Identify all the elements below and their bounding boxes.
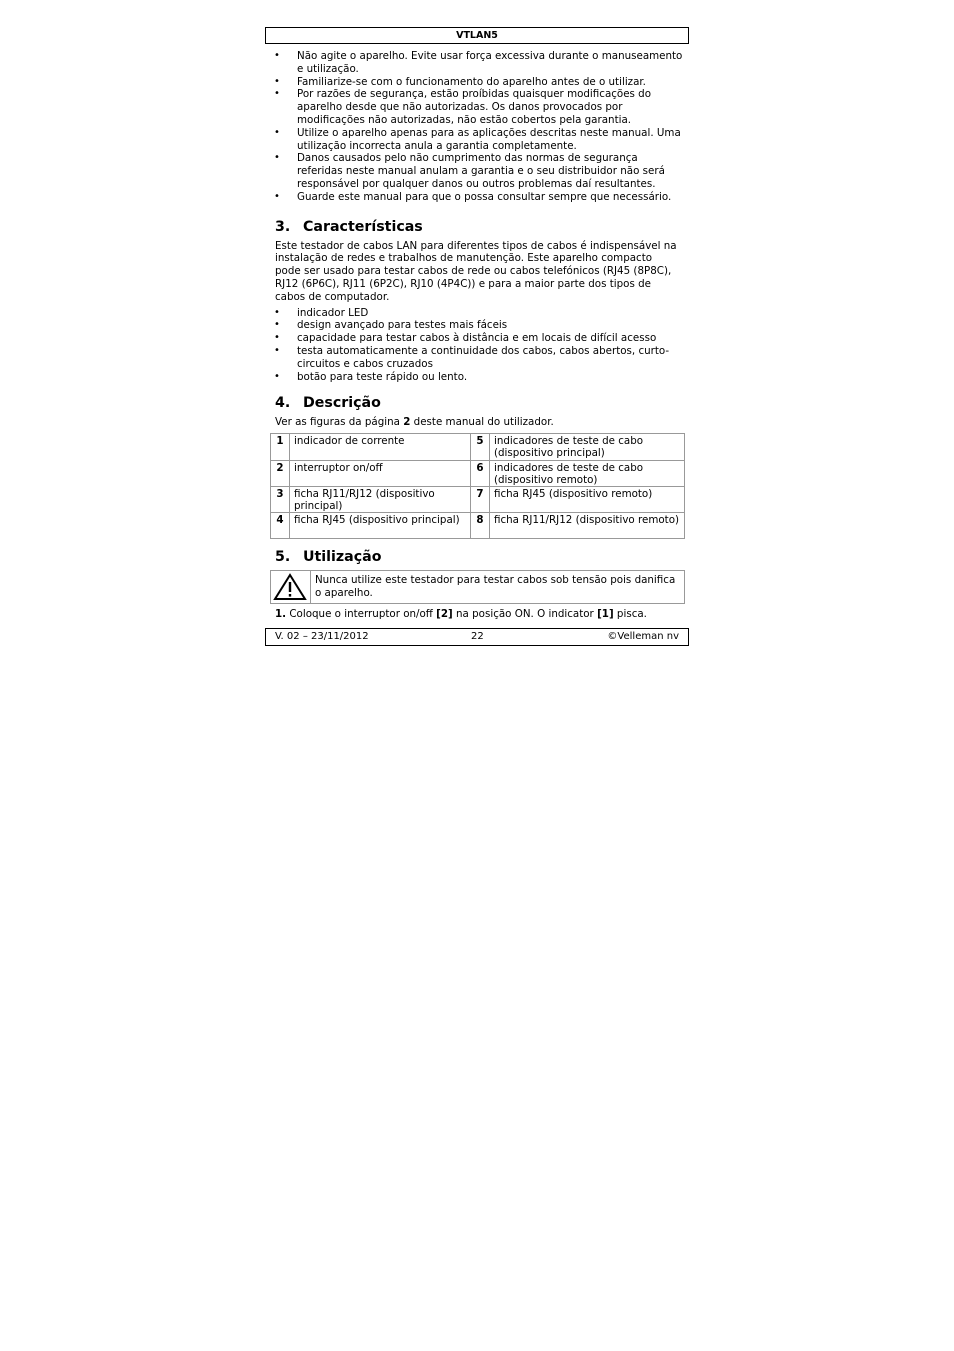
- list-item: • Familiarize-se com o funcionamento do aparelho antes de o utilizar.: [274, 75, 646, 88]
- description-table: [270, 433, 685, 539]
- page-footer: [265, 628, 689, 646]
- section-3-intro: Este testador de cabos LAN para diferentes tipos de cabos é indispensável na instalação de redes e trabalhos de manutenção. Este aparelho compacto pode ser usado para testar cabos de rede ou cabos telefónicos (RJ45 (8P8C), RJ12 (6P6C), RJ11 (6P2C), RJ10 (4P4C)) e para a maior parte dos tipos de cabos de computador.: [275, 239, 677, 303]
- warning-text: Nunca utilize este testador para testar cabos sob tensão pois danifica o aparelho.: [314, 574, 676, 600]
- list-item: • Por razões de segurança, estão proíbidas quaisquer modificações do aparelho desde que não autorizadas. Os danos provocados por modificações não autorizadas, não estão cobertos pela garantia.: [274, 88, 652, 126]
- list-item: • testa automaticamente a continuidade dos cabos, cabos abertos, curto-circuitos e cabos cruzados: [274, 344, 670, 370]
- bullet-icon: •: [274, 319, 280, 331]
- manual-page: [265, 27, 689, 621]
- footer-version: V. 02 – 23/11/2012: [275, 631, 369, 642]
- bullet-icon: •: [274, 75, 280, 87]
- list-item: • Danos causados pelo não cumprimento das normas de segurança referidas neste manual anulam a garantia e o seu distribuidor não será responsável por qualquer danos ou outros problemas daí resultantes.: [274, 152, 665, 190]
- step-1: 1. Coloque o interruptor on/off [2] na posição ON. O indicator [1] pisca.: [275, 608, 647, 621]
- bullet-icon: •: [274, 332, 280, 344]
- list-item: • capacidade para testar cabos à distância e em locais de difícil acesso: [274, 332, 657, 345]
- list-item: • Utilize o aparelho apenas para as aplicações descritas neste manual. Uma utilização incorrecta anula a garantia completamente.: [274, 126, 681, 152]
- list-item: • Não agite o aparelho. Evite usar força excessiva durante o manuseamento e utilização.: [274, 50, 683, 75]
- bullet-icon: •: [274, 88, 280, 100]
- bullet-icon: •: [274, 344, 280, 356]
- features-list: [265, 307, 689, 384]
- table-row: 4 ficha RJ45 (dispositivo principal) 8 ficha RJ11/RJ12 (dispositivo remoto): [271, 513, 685, 539]
- bullet-icon: •: [274, 190, 280, 202]
- warning-box: [270, 570, 685, 604]
- bullet-icon: •: [274, 370, 280, 382]
- footer-copyright: ©Velleman nv: [607, 631, 679, 642]
- safety-bullet-list: [265, 50, 689, 204]
- bullet-icon: •: [274, 306, 280, 318]
- section-4-heading: 4. Descrição: [275, 395, 381, 412]
- header-title: VTLAN5: [456, 30, 498, 41]
- warning-triangle-icon: [271, 571, 311, 603]
- list-item: • botão para teste rápido ou lento.: [274, 370, 468, 383]
- section-3-heading: 3. Características: [275, 218, 423, 235]
- page-header: [265, 27, 689, 44]
- list-item: • indicador LED: [274, 306, 369, 319]
- table-row: 1 indicador de corrente 5 indicadores de teste de cabo (dispositivo principal): [271, 434, 685, 460]
- table-row: 2 interruptor on/off 6 indicadores de teste de cabo (dispositivo remoto): [271, 460, 685, 486]
- list-item: • design avançado para testes mais fáceis: [274, 319, 508, 332]
- section-4-intro: Ver as figuras da página 2 deste manual do utilizador.: [275, 416, 554, 429]
- list-item: • Guarde este manual para que o possa consultar sempre que necessário.: [274, 190, 672, 203]
- table-row: 3 ficha RJ11/RJ12 (dispositivo principal) 7 ficha RJ45 (dispositivo remoto): [271, 486, 685, 512]
- bullet-icon: •: [274, 126, 280, 138]
- section-5-heading: 5. Utilização: [275, 549, 382, 566]
- bullet-icon: •: [274, 152, 280, 164]
- footer-page-number: 22: [471, 631, 484, 642]
- bullet-icon: •: [274, 50, 280, 61]
